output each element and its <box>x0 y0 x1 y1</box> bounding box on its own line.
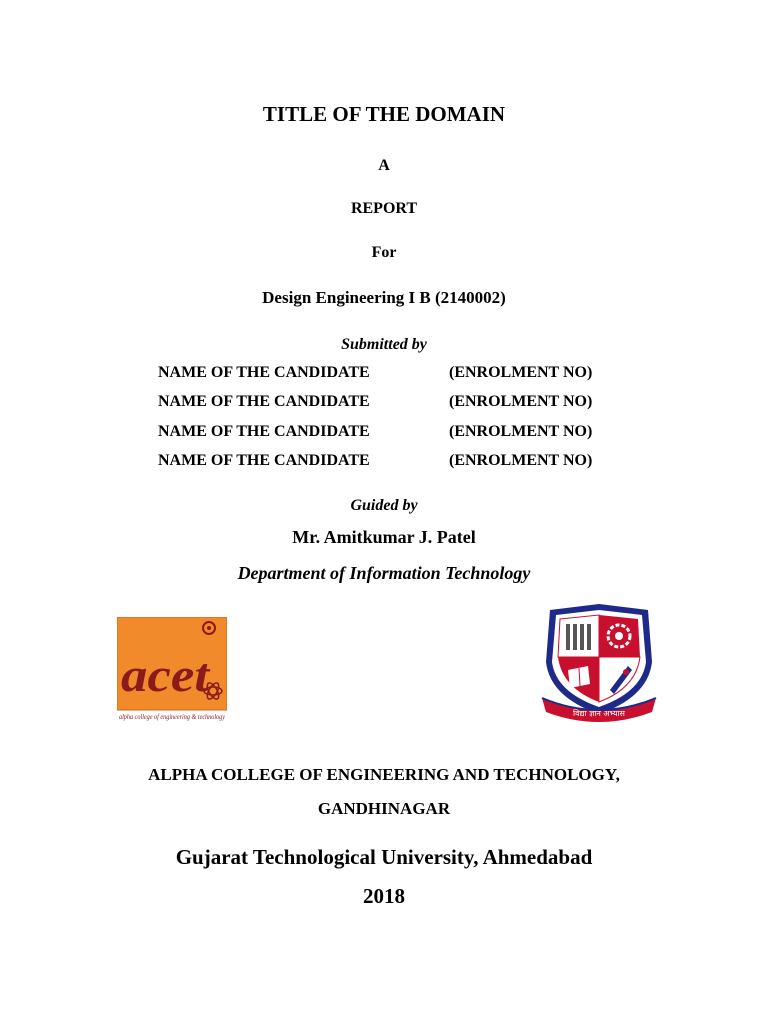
guide-name: Mr. Amitkumar J. Patel <box>292 527 476 547</box>
candidate-enrolment: (ENROLMENT NO) <box>449 364 593 381</box>
candidate-enrolment: (ENROLMENT NO) <box>449 422 593 440</box>
doc-type: REPORT <box>350 200 418 217</box>
for-label: For <box>371 244 397 261</box>
acet-logo-text: acet <box>121 649 211 702</box>
candidate-name: NAME OF THE CANDIDATE <box>158 364 370 381</box>
candidate-row <box>158 393 628 422</box>
college-name-line2: GANDHINAGAR <box>317 799 451 818</box>
candidate-row <box>158 452 628 481</box>
gtu-ribbon-text: विद्या ज्ञान अभ्यास <box>573 709 625 718</box>
course-name: Design Engineering I B (2140002) <box>262 288 506 307</box>
college-name-line1: ALPHA COLLEGE OF ENGINEERING AND TECHNOLOGY, <box>148 765 620 784</box>
guided-by-label: Guided by <box>350 497 418 514</box>
candidate-enrolment: (ENROLMENT NO) <box>449 393 593 411</box>
candidate-enrolment: (ENROLMENT NO) <box>449 451 593 469</box>
department-name: Department of Information Technology <box>237 563 531 583</box>
acet-logo-icon <box>117 617 227 722</box>
candidate-row <box>158 364 628 393</box>
year: 2018 <box>363 884 405 908</box>
university-name: Gujarat Technological University, Ahmedabad <box>175 845 593 869</box>
submitted-by-label: Submitted by <box>341 336 427 353</box>
acet-logo-caption: alpha college of engineering & technology <box>119 713 226 721</box>
candidate-name: NAME OF THE CANDIDATE <box>158 451 370 469</box>
article-a: A <box>378 157 390 174</box>
gtu-crest-icon <box>540 602 658 726</box>
candidate-row <box>158 423 628 452</box>
candidate-table <box>158 364 628 481</box>
candidate-name: NAME OF THE CANDIDATE <box>158 422 370 440</box>
candidate-name: NAME OF THE CANDIDATE <box>158 393 370 411</box>
report-title: TITLE OF THE DOMAIN <box>262 102 506 126</box>
